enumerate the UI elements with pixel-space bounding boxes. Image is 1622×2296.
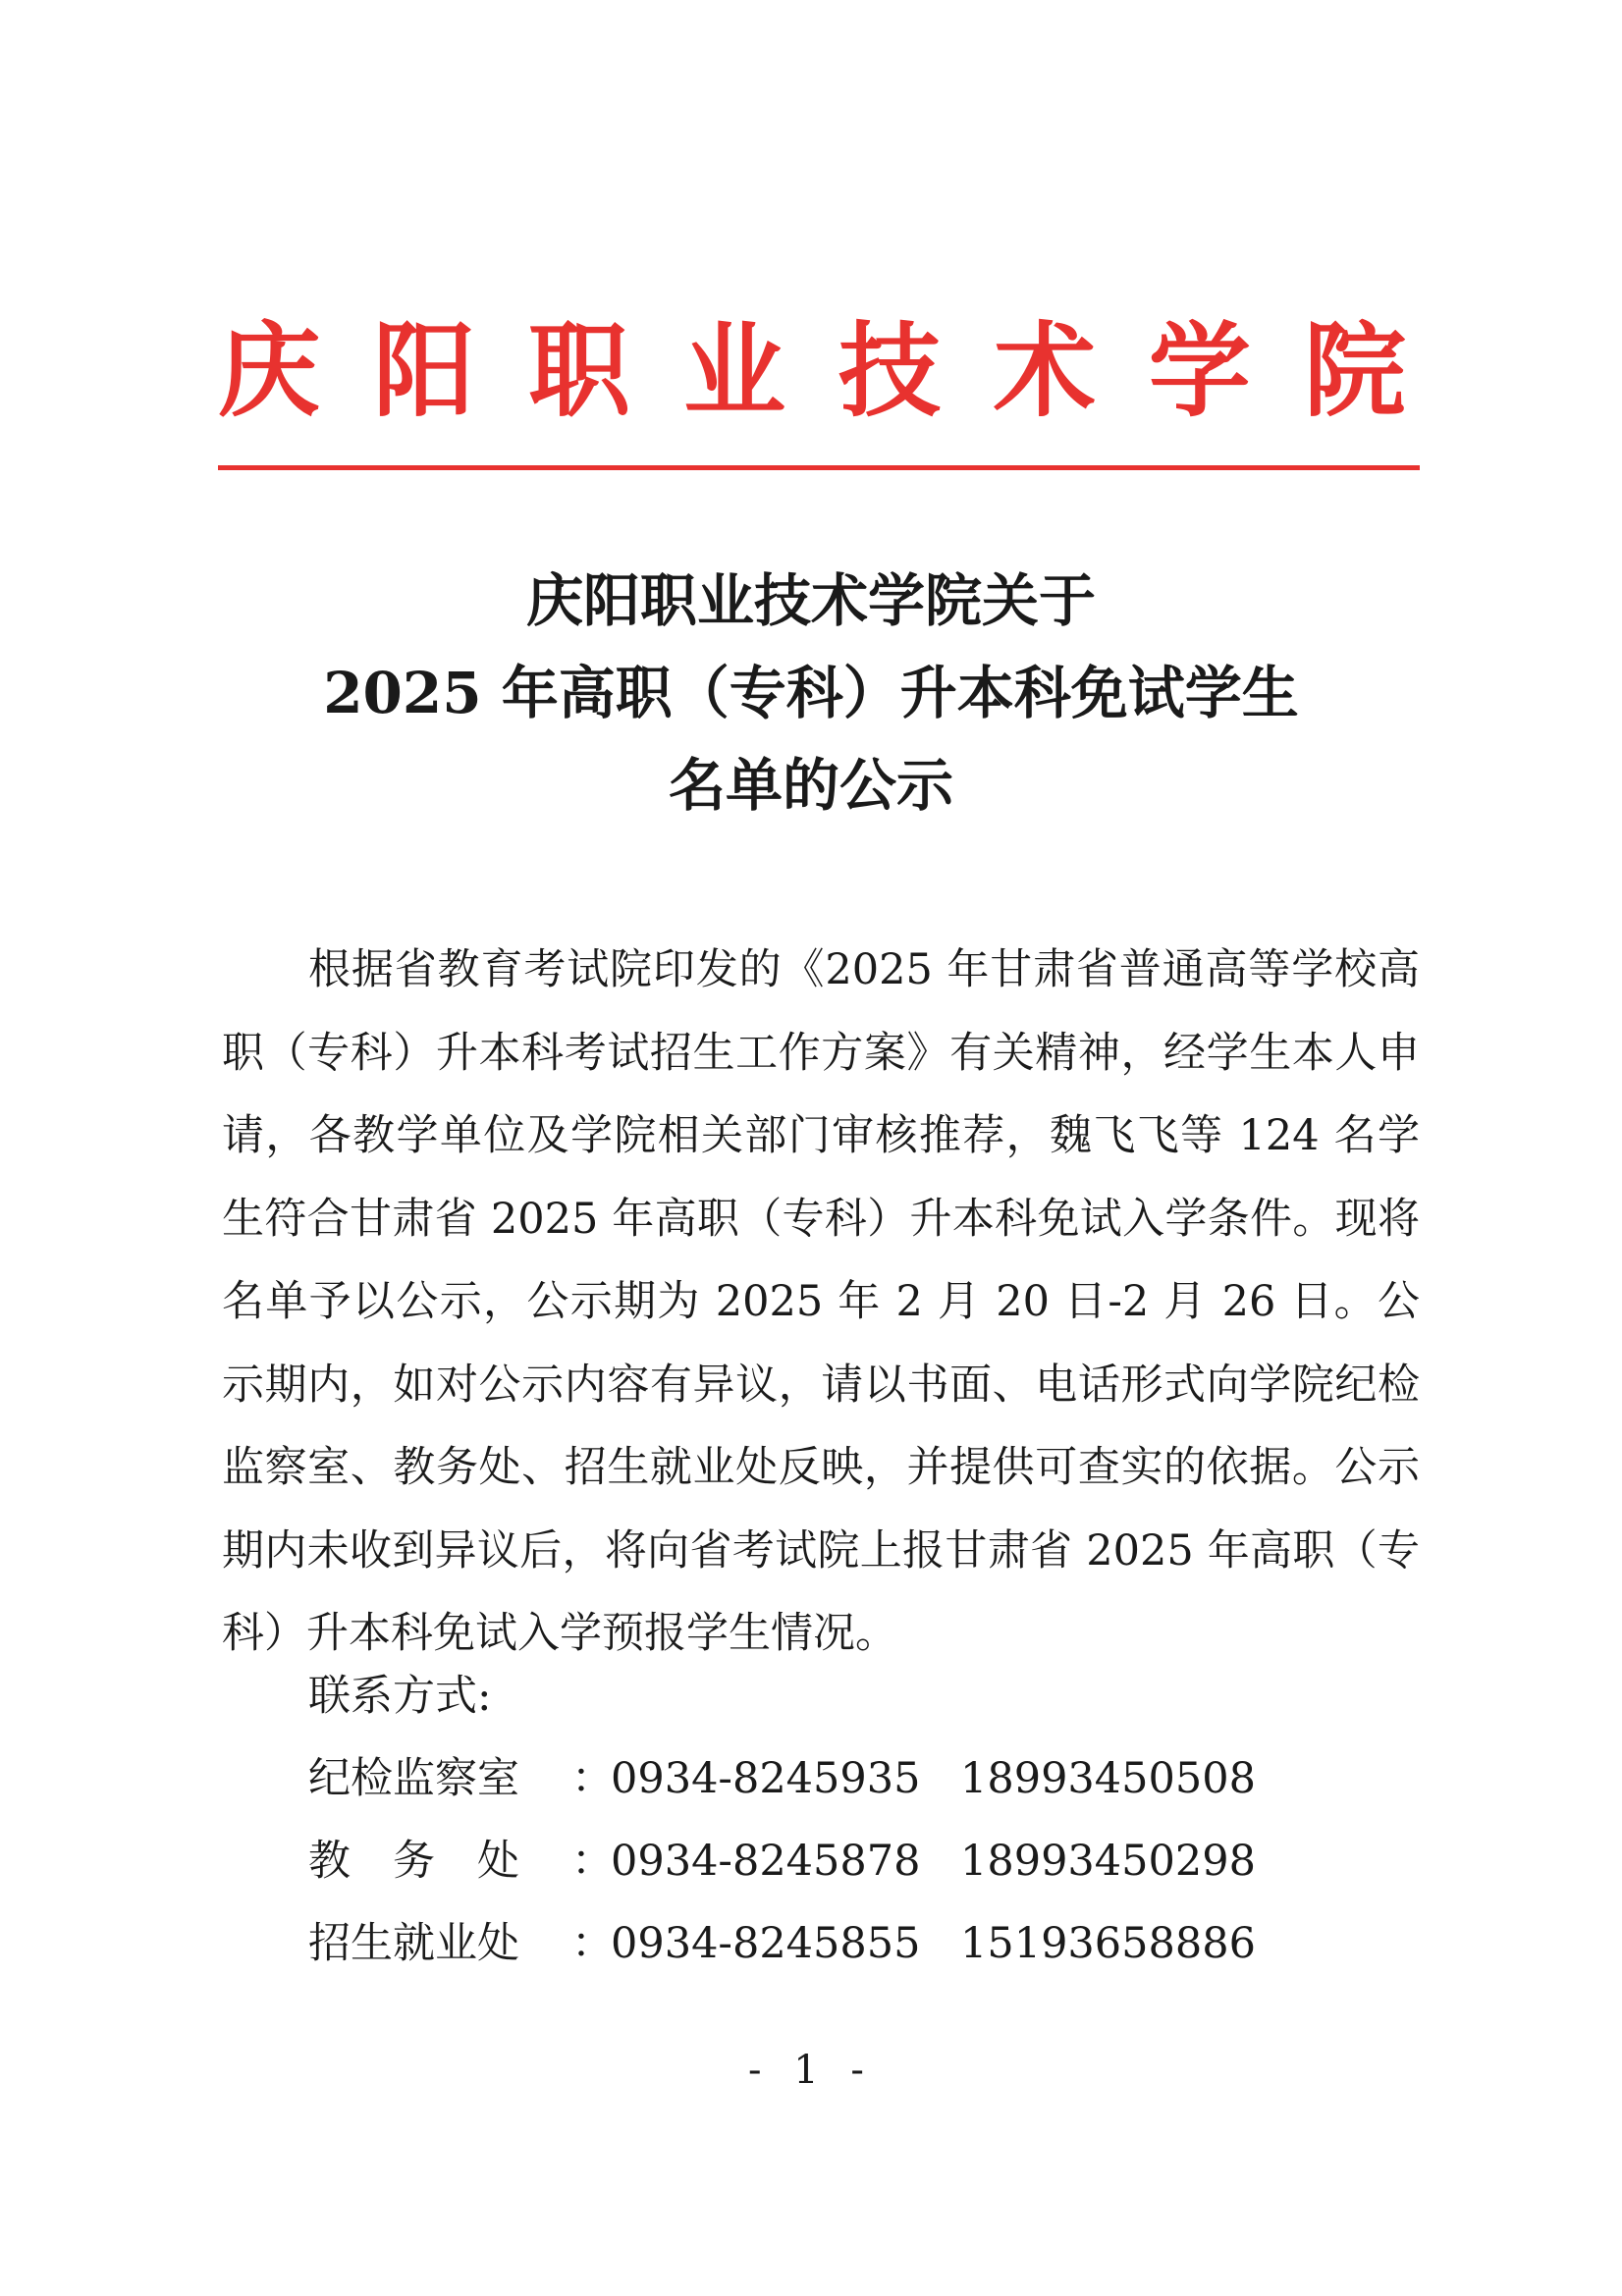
contact-label: 纪检监察室	[308, 1754, 519, 1803]
masthead-char: 职	[527, 310, 630, 431]
contact-mobile: 18993450298	[960, 1837, 1256, 1886]
institution-masthead	[218, 312, 1406, 430]
contact-row-admissions	[308, 1902, 1256, 1985]
masthead-char: 阳	[372, 310, 475, 431]
document-title	[222, 555, 1400, 831]
contact-landline: 0934-8245855	[611, 1919, 921, 1968]
contact-row-academic	[308, 1820, 1256, 1902]
contact-label: 教 务 处	[308, 1837, 519, 1886]
body-paragraph: 根据省教育考试院印发的《2025 年甘肃省普通高等学校高职（专科）升本科考试招生工作方案》有关精神，经学生本人申请，各教学单位及学院相关部门审核推荐，魏飞飞等 124 名学生符合甘肃省 2025 年高职（专科）升本科免试入学条件。现将名单予以公示，公示期为 2025 年 2 月 20 日-2 月 26 日。公示期内，如对公示内容有异议，请以书面、电话形式向学院纪检监察室、教务处、招生就业处反映，并提供可查实的依据。公示期内未收到异议后，将向省考试院上报甘肃省 2025 年高职（专科）升本科免试入学预报学生情况。	[222, 945, 1420, 1658]
masthead-char: 学	[1148, 310, 1251, 431]
title-line-1: 庆阳职业技术学院关于	[525, 567, 1096, 634]
contact-row-discipline	[308, 1737, 1256, 1820]
contact-landline: 0934-8245935	[611, 1754, 921, 1803]
masthead-char: 技	[838, 310, 941, 431]
title-line-2: 2025 年高职（专科）升本科免试学生	[323, 660, 1299, 726]
announcement-body	[222, 929, 1420, 1676]
contact-colon: ：	[571, 1919, 614, 1968]
masthead-char: 庆	[218, 310, 321, 431]
contact-colon: ：	[571, 1754, 614, 1803]
contact-heading: 联系方式:	[308, 1672, 492, 1721]
contact-landline: 0934-8245878	[611, 1837, 921, 1886]
masthead-char: 术	[993, 310, 1096, 431]
page-number: - 1 -	[748, 2048, 874, 2093]
masthead-char: 业	[682, 310, 785, 431]
masthead-char: 院	[1303, 310, 1406, 431]
contact-mobile: 18993450508	[960, 1754, 1256, 1803]
contact-label: 招生就业处	[308, 1919, 519, 1968]
contact-colon: ：	[571, 1837, 614, 1886]
title-line-3: 名单的公示	[668, 752, 953, 819]
contact-mobile: 15193658886	[960, 1919, 1256, 1968]
masthead-divider	[218, 465, 1420, 470]
